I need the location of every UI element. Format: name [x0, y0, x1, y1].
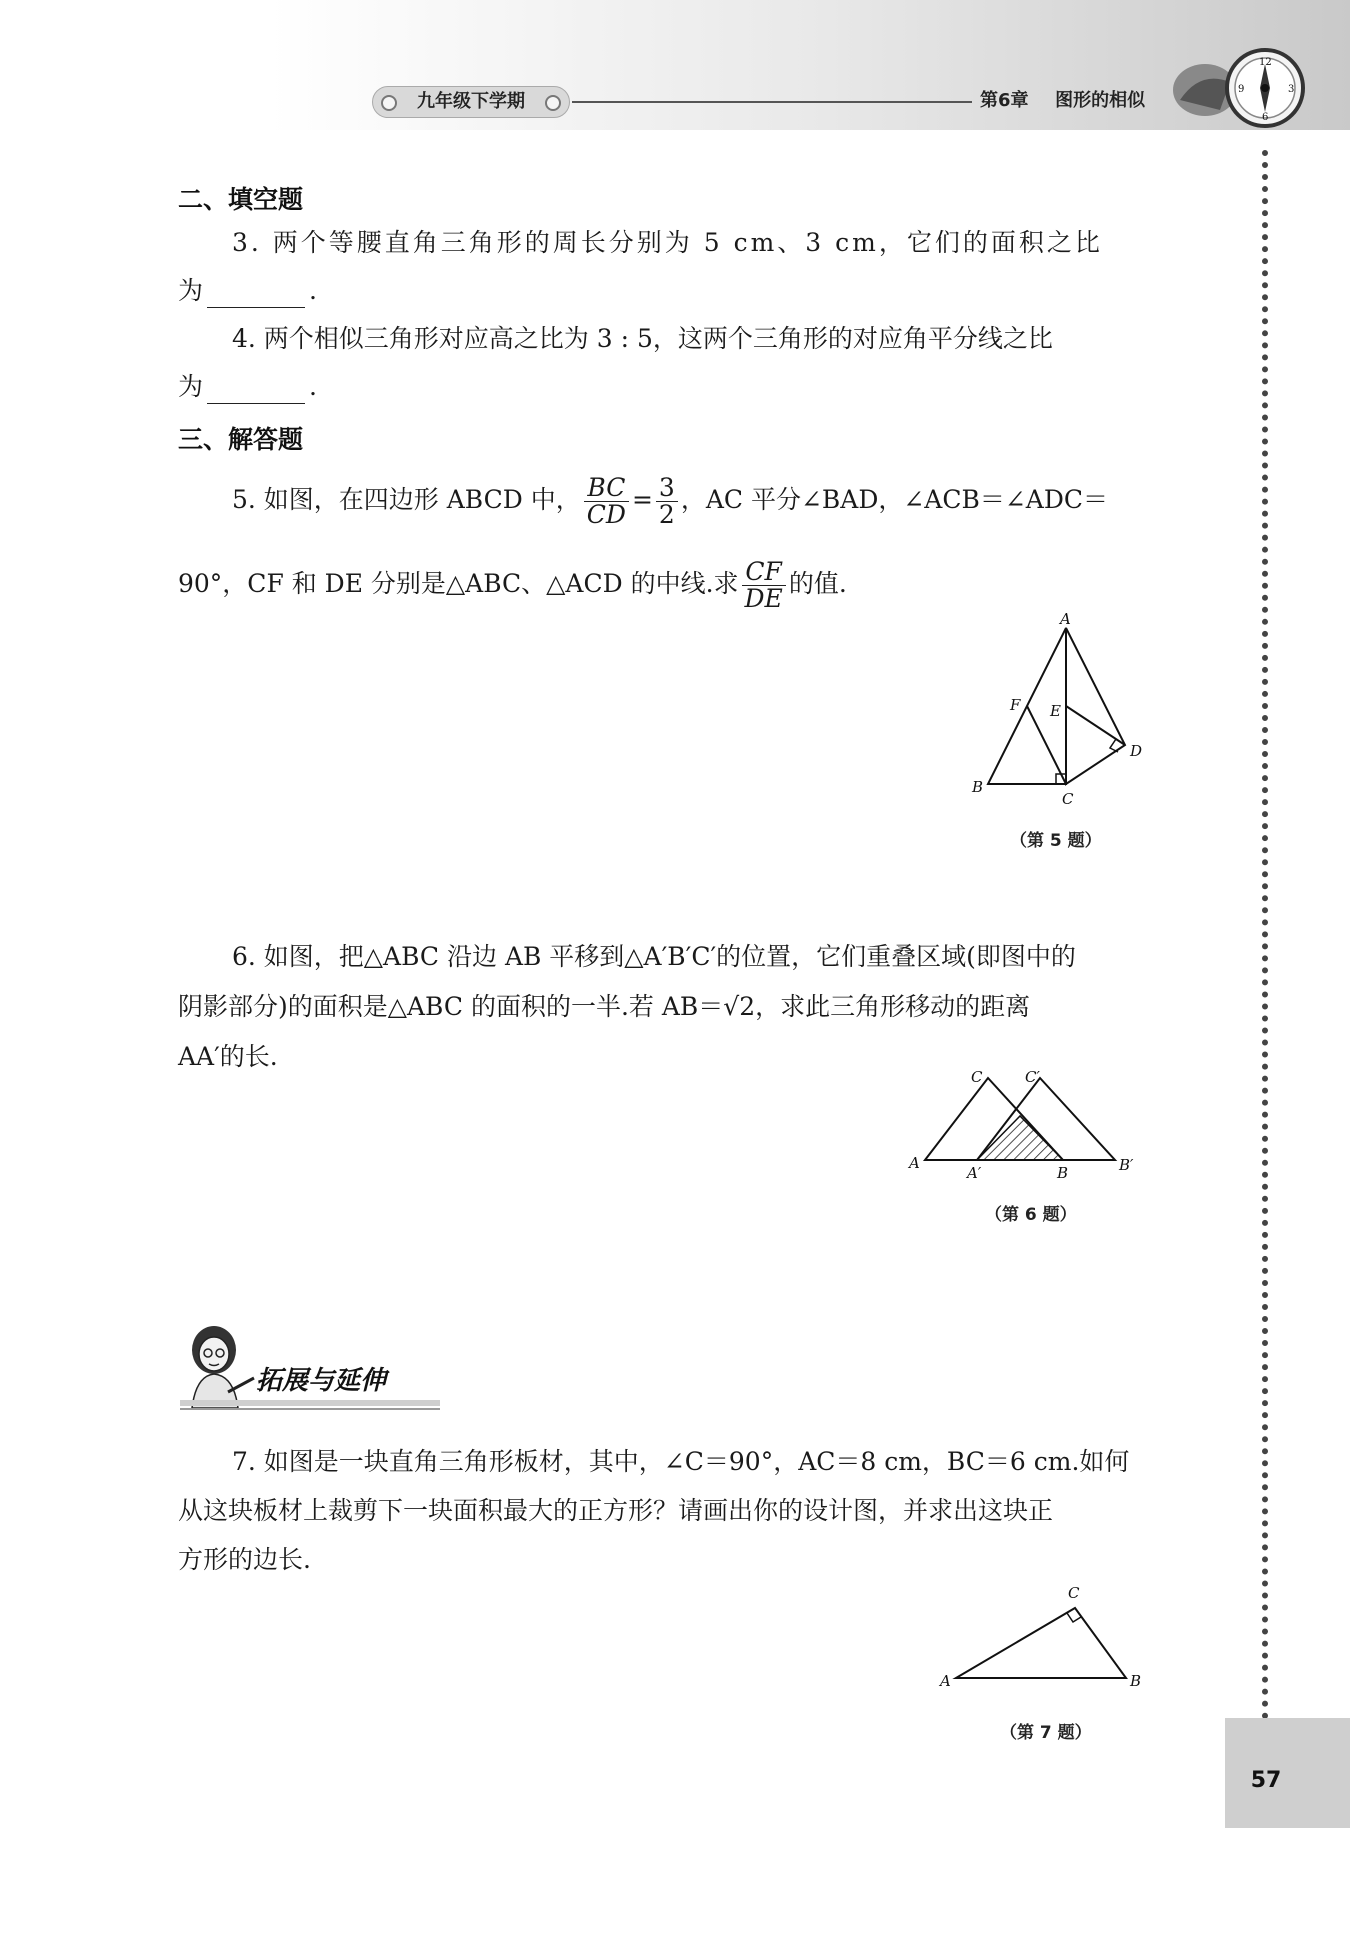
q5-fraction-cf-de [742, 556, 786, 613]
q7-label-a: A [940, 1672, 951, 1690]
svg-text:12: 12 [1259, 57, 1272, 68]
q6-caption: （第 6 题） [985, 1205, 1077, 1225]
q5-part-b: ，AC 平分∠BAD，∠ACB＝∠ADC＝ [680, 485, 1109, 514]
extension-rule [180, 1400, 440, 1406]
q6-label-c: C [971, 1068, 983, 1086]
q5-line2-b: 的值. [788, 569, 847, 598]
q5-frac1-den: CD [586, 500, 626, 529]
q5-frac1-num: BC [584, 475, 629, 502]
q5-label-e: E [1050, 702, 1061, 720]
q6-figure [905, 1060, 1155, 1180]
extension-rule-thin [180, 1408, 440, 1410]
q6-line3: AA′的长. [178, 1042, 278, 1071]
q7-line3: 方形的边长. [178, 1545, 311, 1574]
q7-figure [930, 1570, 1150, 1700]
q3-line2 [178, 274, 317, 308]
header-band [0, 0, 1350, 130]
q5-frac3-num: CF [742, 559, 786, 586]
q3-suffix: . [309, 276, 317, 305]
q7-label-c: C [1068, 1584, 1080, 1602]
q5-line1 [232, 470, 1108, 530]
grade-pill [372, 86, 570, 118]
q6-label-b: B [1057, 1164, 1069, 1180]
q5-triangle-acd [1066, 628, 1125, 784]
svg-text:3: 3 [1288, 84, 1295, 95]
q6-line1: 6. 如图，把△ABC 沿边 AB 平移到△A′B′C′的位置，它们重叠区域(即图中的 [232, 942, 1076, 971]
q5-equals: = [631, 485, 653, 514]
q3-line1: 3. 两个等腰直角三角形的周长分别为 5 cm、3 cm，它们的面积之比 [232, 228, 1103, 257]
q5-part-a: 5. 如图，在四边形 ABCD 中， [232, 485, 581, 514]
extension-heading: 拓展与延伸 [256, 1366, 387, 1396]
chapter-number: 第6章 [980, 90, 1029, 111]
q4-answer-blank [207, 379, 305, 404]
q5-label-f: F [1010, 696, 1021, 714]
q5-label-b: B [972, 778, 984, 796]
chapter-title: 图形的相似 [1055, 90, 1146, 111]
q5-label-a: A [1060, 610, 1071, 628]
q6-label-c-prime: C′ [1025, 1068, 1040, 1086]
chapter-heading [980, 86, 1145, 116]
q4-prefix: 为 [178, 372, 204, 401]
q5-line2-a: 90°，CF 和 DE 分别是△ABC、△ACD 的中线.求 [178, 569, 739, 598]
compass-icon [1160, 30, 1320, 140]
q6-label-a-prime: A′ [967, 1164, 982, 1180]
section-fill-in: 二、填空题 [178, 185, 304, 214]
q4-line1: 4. 两个相似三角形对应高之比为 3 : 5，这两个三角形的对应角平分线之比 [232, 324, 1053, 353]
teacher-figure-icon [178, 1320, 258, 1410]
q7-caption: （第 7 题） [1000, 1723, 1092, 1743]
pill-right-dot [545, 95, 561, 111]
q4-line2 [178, 370, 317, 404]
q5-figure [950, 610, 1150, 820]
q7-triangle-abc [956, 1608, 1126, 1678]
grade-label: 九年级下学期 [417, 91, 525, 112]
q6-overlap-region [977, 1116, 1063, 1160]
header-rule [572, 101, 972, 103]
svg-text:9: 9 [1238, 84, 1245, 95]
pill-left-dot [381, 95, 397, 111]
q6-label-b-prime: B′ [1119, 1156, 1134, 1174]
q7-line2: 从这块板材上裁剪下一块面积最大的正方形？请画出你的设计图，并求出这块正 [178, 1496, 1054, 1525]
q5-label-d: D [1130, 742, 1143, 760]
q5-label-c: C [1062, 790, 1074, 808]
page-number: 57 [1250, 1768, 1282, 1793]
q5-line2 [178, 554, 847, 614]
q3-answer-blank [207, 283, 305, 308]
q5-frac3-den: DE [744, 584, 783, 613]
q5-frac2-den: 2 [658, 500, 675, 529]
q7-line1: 7. 如图是一块直角三角形板材，其中，∠C＝90°，AC＝8 cm，BC＝6 cm.如何 [232, 1447, 1130, 1476]
q7-label-b: B [1130, 1672, 1142, 1690]
q5-fraction-bc-cd [584, 472, 629, 529]
q3-prefix: 为 [178, 276, 204, 305]
section-solve: 三、解答题 [178, 425, 304, 454]
q5-frac2-num: 3 [656, 475, 678, 502]
q4-suffix: . [309, 372, 317, 401]
svg-text:6: 6 [1262, 112, 1269, 123]
q6-label-a: A [909, 1154, 920, 1172]
margin-dotted-border [1262, 150, 1268, 1720]
q5-caption: （第 5 题） [1010, 831, 1102, 851]
q6-line2: 阴影部分)的面积是△ABC 的面积的一半.若 AB＝√2，求此三角形移动的距离 [178, 992, 1031, 1021]
q5-fraction-3-2 [656, 472, 678, 529]
